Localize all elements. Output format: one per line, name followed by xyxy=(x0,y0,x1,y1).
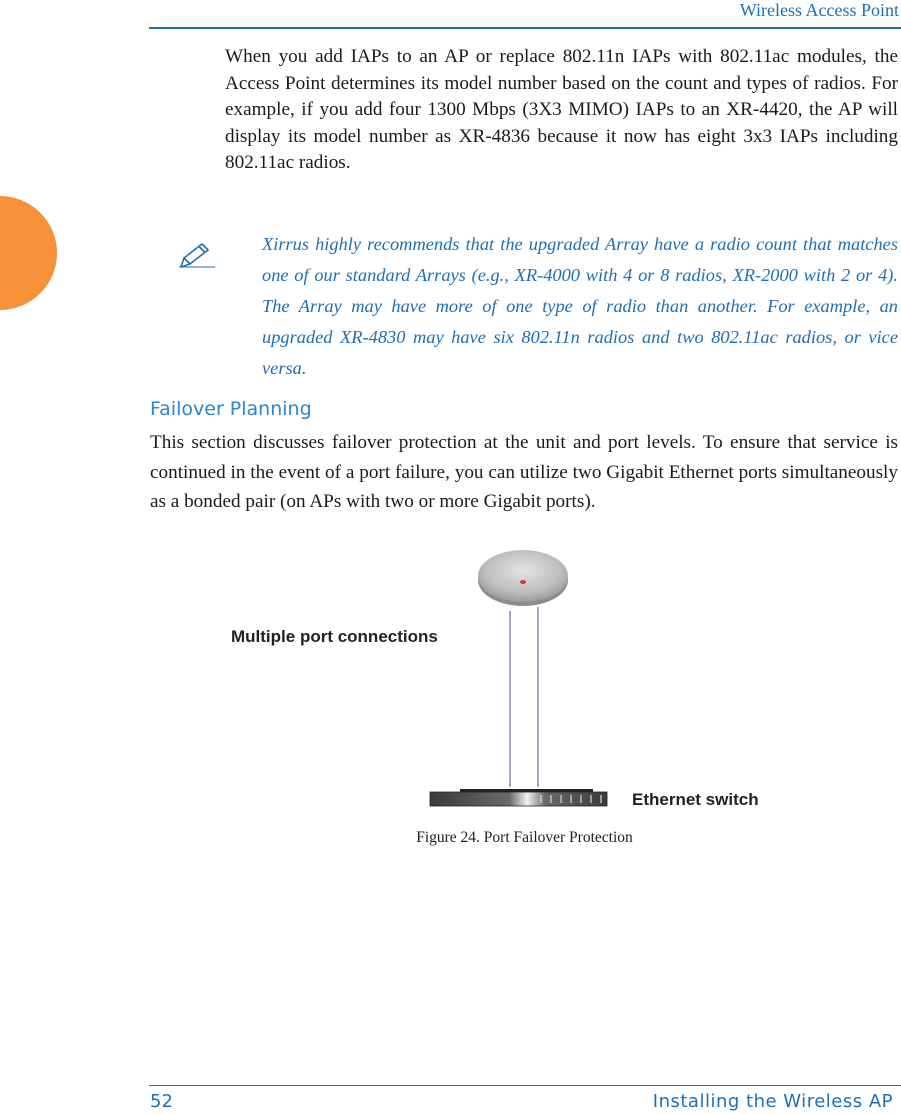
label-multiple-port-connections: Multiple port connections xyxy=(231,627,438,646)
access-point-device xyxy=(478,550,568,606)
running-header-title: Wireless Access Point xyxy=(739,0,899,20)
pencil-note-icon xyxy=(178,238,216,268)
running-footer-title: Installing the Wireless AP xyxy=(652,1091,893,1112)
figure-caption: Figure 24. Port Failover Protection xyxy=(416,829,633,846)
chapter-tab-marker xyxy=(0,196,57,310)
label-ethernet-switch: Ethernet switch xyxy=(632,790,759,809)
section-paragraph: This section discusses failover protection at the unit and port levels. To ensure that service is continued in the event of a port failure, you can utilize two Gigabit Ethernet ports simultaneously as a bonded pair (on APs with two or more Gigabit ports). xyxy=(150,432,898,512)
footer-rule xyxy=(149,1085,901,1086)
note-text: Xirrus highly recommends that the upgraded Array have a radio count that matches one of our standard Arrays (e.g., XR-4000 with 4 or 8 radios, XR-2000 with 2 or 4). The Array may have more of one type of radio than another. For example, an upgraded XR-4830 may have six 802.11n radios and two 802.11ac radios, or vice versa. xyxy=(262,234,898,378)
section-heading: Failover Planning xyxy=(150,398,312,420)
page-number: 52 xyxy=(150,1091,173,1112)
intro-paragraph: When you add IAPs to an AP or replace 802.11n IAPs with 802.11ac modules, the Access Point determines its model number based on the count and types of radios. For example, if you add four 1300 Mbps (3X3 MIMO) IAPs to an XR-4420, the AP will display its model number as XR-4836 because it now has eight 3x3 IAPs including 802.11ac radios. xyxy=(225,46,898,173)
ethernet-switch xyxy=(430,789,607,806)
header-rule xyxy=(149,27,901,29)
port-failover-diagram xyxy=(420,545,620,810)
